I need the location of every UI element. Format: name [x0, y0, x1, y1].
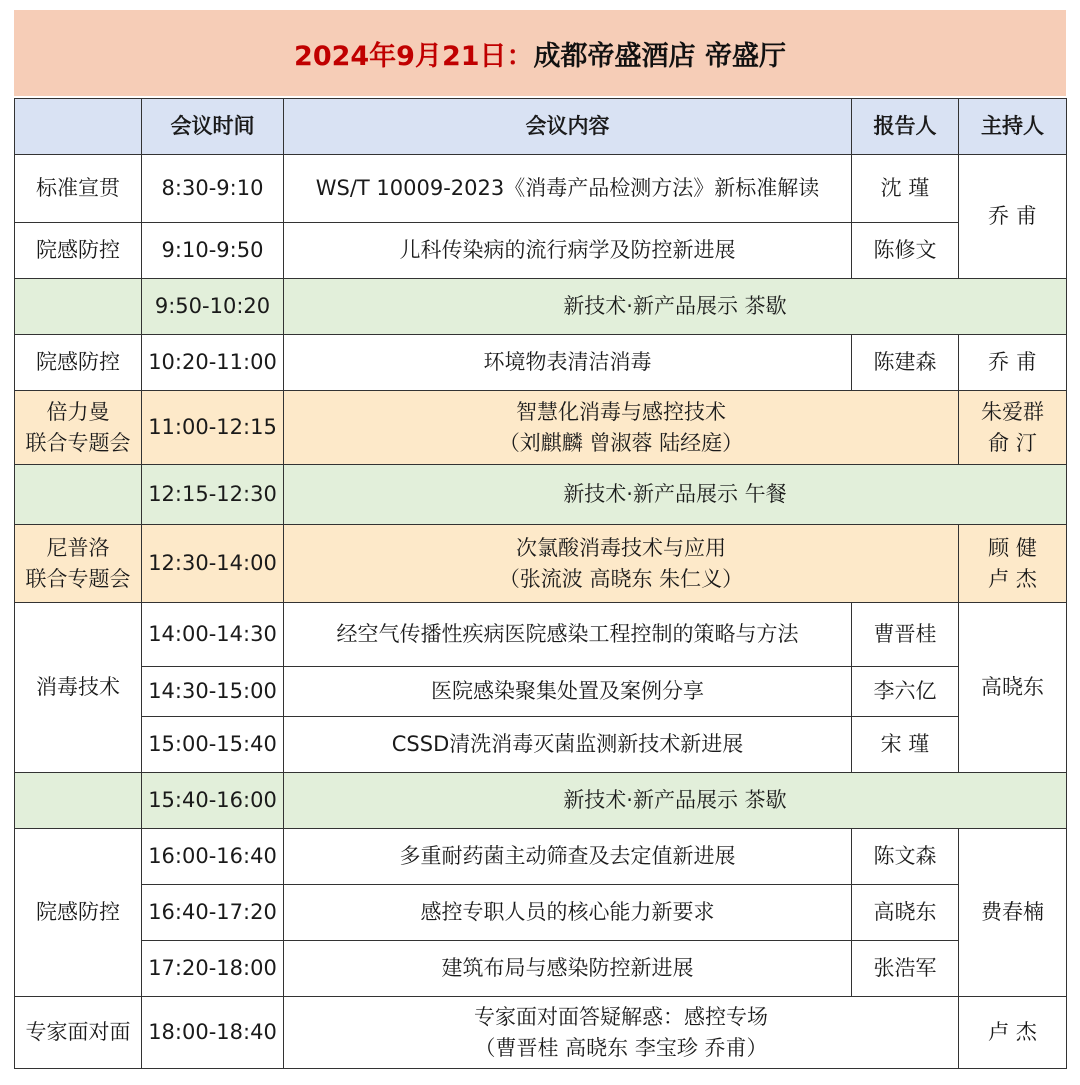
time-cell: 14:30-15:00 — [142, 667, 284, 717]
category-line: 联合专题会 — [25, 566, 131, 591]
table-row — [15, 941, 1067, 997]
content-line: 次氯酸消毒技术与应用 — [516, 536, 726, 561]
host-line: 朱爱群 — [981, 400, 1044, 425]
time-cell: 10:20-11:00 — [142, 335, 284, 391]
empty-cell — [15, 279, 142, 335]
break-row — [15, 279, 1067, 335]
time-cell: 8:30-9:10 — [142, 155, 284, 223]
table-row — [15, 829, 1067, 885]
host-cell: 乔 甫 — [959, 335, 1067, 391]
category-cell: 专家面对面 — [15, 997, 142, 1069]
host-cell — [959, 391, 1067, 465]
time-cell: 12:15-12:30 — [142, 465, 284, 525]
speaker-cell: 陈文森 — [852, 829, 959, 885]
table-row — [15, 885, 1067, 941]
content-cell — [284, 525, 959, 603]
time-cell: 17:20-18:00 — [142, 941, 284, 997]
content-cell: 感控专职人员的核心能力新要求 — [284, 885, 852, 941]
content-line: 专家面对面答疑解惑：感控专场 — [474, 1005, 768, 1030]
empty-cell — [15, 465, 142, 525]
header-host: 主持人 — [959, 99, 1067, 155]
content-line: （刘麒麟 曾淑蓉 陆经庭） — [498, 430, 744, 455]
speaker-cell: 高晓东 — [852, 885, 959, 941]
content-cell: 儿科传染病的流行病学及防控新进展 — [284, 223, 852, 279]
break-content-cell: 新技术·新产品展示 茶歇 — [284, 773, 1067, 829]
content-line: （曹晋桂 高晓东 李宝珍 乔甫） — [474, 1035, 768, 1060]
time-cell: 18:00-18:40 — [142, 997, 284, 1069]
schedule-table — [14, 98, 1067, 1069]
header-time: 会议时间 — [142, 99, 284, 155]
header-row — [15, 99, 1067, 155]
category-line: 联合专题会 — [25, 430, 131, 455]
content-cell: 医院感染聚集处置及案例分享 — [284, 667, 852, 717]
category-cell: 标准宣贯 — [15, 155, 142, 223]
time-cell: 15:00-15:40 — [142, 717, 284, 773]
session-row — [15, 525, 1067, 603]
host-line: 俞 汀 — [988, 430, 1037, 455]
content-cell: WS/T 10009-2023《消毒产品检测方法》新标准解读 — [284, 155, 852, 223]
break-row — [15, 465, 1067, 525]
category-cell: 院感防控 — [15, 223, 142, 279]
table-row — [15, 155, 1067, 223]
time-cell: 9:50-10:20 — [142, 279, 284, 335]
speaker-cell: 沈 瑾 — [852, 155, 959, 223]
empty-cell — [15, 773, 142, 829]
speaker-cell: 宋 瑾 — [852, 717, 959, 773]
table-row — [15, 223, 1067, 279]
speaker-cell: 李六亿 — [852, 667, 959, 717]
category-line: 尼普洛 — [46, 536, 110, 561]
title-date: 2024年9月21日： — [294, 40, 534, 72]
host-cell — [959, 525, 1067, 603]
table-row — [15, 335, 1067, 391]
content-line: （张流波 高晓东 朱仁义） — [498, 566, 744, 591]
page-title — [14, 10, 1066, 96]
header-content: 会议内容 — [284, 99, 852, 155]
time-cell: 16:40-17:20 — [142, 885, 284, 941]
content-cell: 建筑布局与感染防控新进展 — [284, 941, 852, 997]
category-cell: 院感防控 — [15, 829, 142, 997]
table-row — [15, 997, 1067, 1069]
category-cell: 院感防控 — [15, 335, 142, 391]
speaker-cell: 张浩军 — [852, 941, 959, 997]
host-line: 卢 杰 — [988, 566, 1037, 591]
time-cell: 16:00-16:40 — [142, 829, 284, 885]
host-cell: 卢 杰 — [959, 997, 1067, 1069]
break-row — [15, 773, 1067, 829]
table-row — [15, 603, 1067, 667]
title-venue: 成都帝盛酒店 帝盛厅 — [533, 40, 786, 72]
time-cell: 11:00-12:15 — [142, 391, 284, 465]
content-cell: CSSD清洗消毒灭菌监测新技术新进展 — [284, 717, 852, 773]
content-cell — [284, 997, 959, 1069]
speaker-cell: 曹晋桂 — [852, 603, 959, 667]
speaker-cell: 陈修文 — [852, 223, 959, 279]
content-cell: 多重耐药菌主动筛查及去定值新进展 — [284, 829, 852, 885]
speaker-cell: 陈建森 — [852, 335, 959, 391]
time-cell: 12:30-14:00 — [142, 525, 284, 603]
header-category — [15, 99, 142, 155]
time-cell: 9:10-9:50 — [142, 223, 284, 279]
break-content-cell: 新技术·新产品展示 午餐 — [284, 465, 1067, 525]
time-cell: 14:00-14:30 — [142, 603, 284, 667]
session-row — [15, 391, 1067, 465]
content-line: 智慧化消毒与感控技术 — [516, 400, 726, 425]
host-cell: 高晓东 — [959, 603, 1067, 773]
category-cell — [15, 391, 142, 465]
content-cell: 经空气传播性疾病医院感染工程控制的策略与方法 — [284, 603, 852, 667]
time-cell: 15:40-16:00 — [142, 773, 284, 829]
content-cell: 环境物表清洁消毒 — [284, 335, 852, 391]
host-cell: 费春楠 — [959, 829, 1067, 997]
host-cell: 乔 甫 — [959, 155, 1067, 279]
category-cell: 消毒技术 — [15, 603, 142, 773]
category-line: 倍力曼 — [46, 400, 110, 425]
category-cell — [15, 525, 142, 603]
header-speaker: 报告人 — [852, 99, 959, 155]
break-content-cell: 新技术·新产品展示 茶歇 — [284, 279, 1067, 335]
host-line: 顾 健 — [988, 536, 1037, 561]
content-cell — [284, 391, 959, 465]
table-row — [15, 717, 1067, 773]
table-row — [15, 667, 1067, 717]
